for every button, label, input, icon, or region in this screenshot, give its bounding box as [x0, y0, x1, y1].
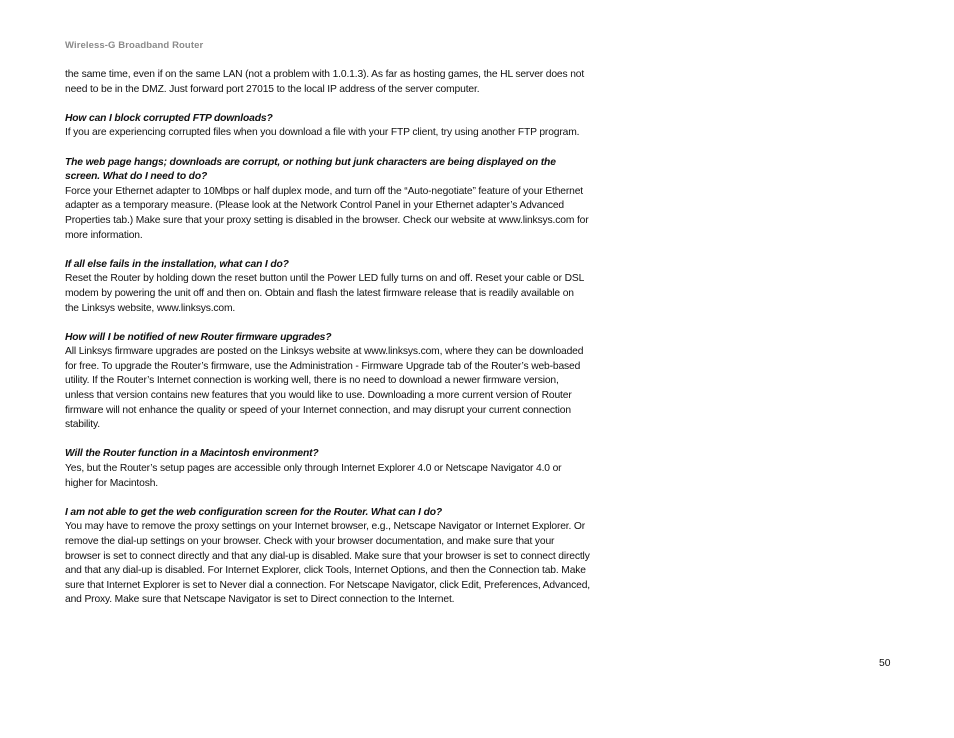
faq-question: How will I be notified of new Router firmware upgrades?	[65, 331, 332, 343]
faq-answer: Force your Ethernet adapter to 10Mbps or half duplex mode, and turn off the “Auto-negotiate” feature of your Ethernet adapter as a temporary measure. (Please look at the Network Control Panel in your Ethernet adapter’s Advanced Properties tab.) Make sure that your proxy setting is disabled in the browser. Check our website at www.linksys.com for more information.	[65, 185, 589, 241]
faq-item	[65, 447, 590, 491]
page-number: 50	[879, 658, 891, 669]
faq-item	[65, 112, 590, 141]
document-body	[65, 68, 590, 608]
running-header: Wireless-G Broadband Router	[65, 40, 204, 51]
intro-paragraph: the same time, even if on the same LAN (not a problem with 1.0.1.3). As far as hosting games, the HL server does not need to be in the DMZ. Just forward port 27015 to the local IP address of the server computer.	[65, 69, 585, 95]
faq-item	[65, 258, 590, 316]
faq-item	[65, 506, 590, 608]
faq-question: How can I block corrupted FTP downloads?	[65, 112, 273, 124]
faq-question: If all else fails in the installation, what can I do?	[65, 258, 289, 270]
faq-question: I am not able to get the web configuration screen for the Router. What can I do?	[65, 506, 443, 518]
faq-item	[65, 156, 590, 244]
faq-answer: Yes, but the Router’s setup pages are accessible only through Internet Explorer 4.0 or Netscape Navigator 4.0 or higher for Macintosh.	[65, 463, 562, 489]
faq-answer: If you are experiencing corrupted files when you download a file with your FTP client, try using another FTP program.	[65, 127, 580, 139]
faq-question: The web page hangs; downloads are corrupt, or nothing but junk characters are being displayed on the screen. What do I need to do?	[65, 156, 556, 183]
faq-item	[65, 331, 590, 433]
faq-answer: You may have to remove the proxy settings on your Internet browser, e.g., Netscape Navigator or Internet Explorer. Or remove the dial-up settings on your browser. Check with your browser documentation, and make sure that your browser is set to connect directly and that any dial-up is disabled. Make sure that your browser is set to connect directly and that any dial-up is disabled. For Internet Explorer, click Tools, Internet Options, and then the Connection tab. Make sure that Internet Explorer is set to Never dial a connection. For Netscape Navigator, click Edit, Preferences, Advanced, and Proxy. Make sure that Netscape Navigator is set to Direct connection to the Internet.	[65, 521, 590, 606]
faq-question: Will the Router function in a Macintosh environment?	[65, 448, 319, 460]
faq-answer: All Linksys firmware upgrades are posted on the Linksys website at www.linksys.com, where they can be downloaded for free. To upgrade the Router’s firmware, use the Administration - Firmware Upgrade tab of the Router’s web-based utility. If the Router’s Internet connection is working well, there is no need to download a newer firmware version, unless that version contains new features that you would like to use. Downloading a more current version of Router firmware will not enhance the quality or speed of your Internet connection, and may disrupt your current connection stability.	[65, 346, 584, 431]
faq-answer: Reset the Router by holding down the reset button until the Power LED fully turns on and off. Reset your cable or DSL modem by powering the unit off and then on. Obtain and flash the latest firmware release that is readily available on the Linksys website, www.linksys.com.	[65, 273, 584, 314]
